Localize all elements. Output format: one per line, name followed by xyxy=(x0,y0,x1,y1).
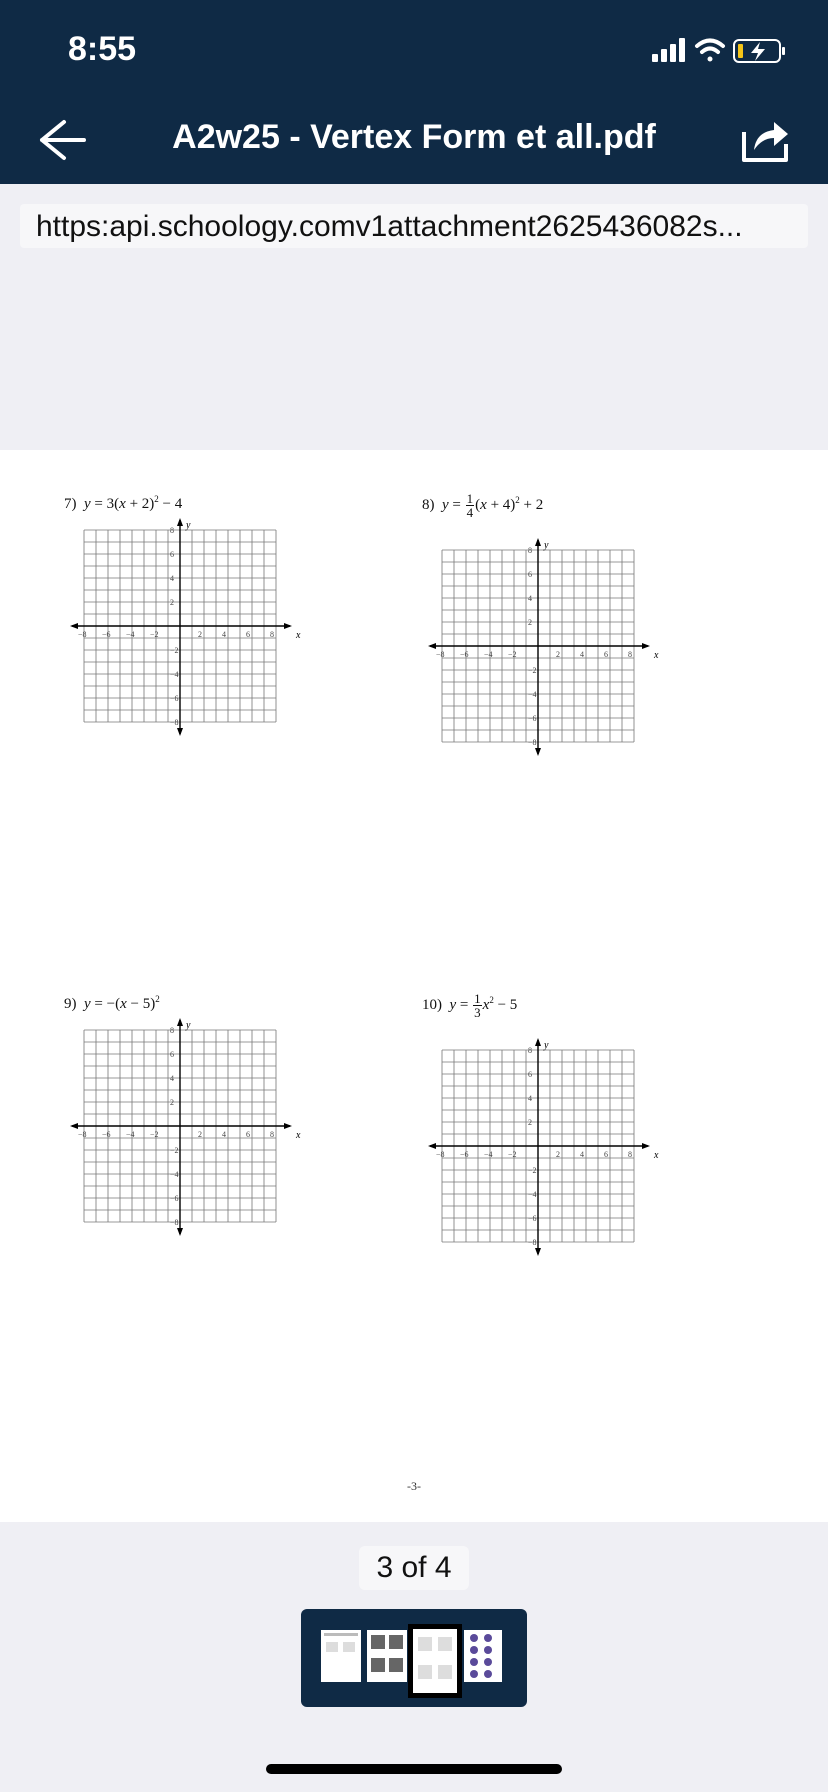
x-tick-label: −2 xyxy=(508,650,517,659)
y-tick-label: 6 xyxy=(170,1050,174,1059)
battery-charging-icon xyxy=(734,40,785,62)
problem-8-label: 8) y = $\frac{1}{4}$ $(x + 4)^2 + 2$ xyxy=(422,491,544,520)
problem-number: 7) xyxy=(64,496,77,512)
status-time: 8:55 xyxy=(68,30,137,68)
axis-label-x: x xyxy=(296,630,301,641)
x-tick-label: 8 xyxy=(628,1150,632,1159)
x-tick-label: 8 xyxy=(628,650,632,659)
y-tick-label: −8 xyxy=(528,1238,537,1247)
y-tick-label: 4 xyxy=(170,574,174,583)
y-tick-label: −6 xyxy=(528,714,537,723)
x-tick-label: −2 xyxy=(150,1130,159,1139)
page-thumbnail-4[interactable] xyxy=(464,1630,502,1682)
y-tick-label: 2 xyxy=(528,618,532,627)
status-bar xyxy=(0,0,828,96)
x-tick-label: 4 xyxy=(580,1150,584,1159)
problem-10-label: 10) y = $\frac{1}{3}$ $x^2 - 5$ xyxy=(422,991,518,1020)
y-tick-label: 8 xyxy=(528,1046,532,1055)
url-text: https:api.schoology.comv1attachment2625436082s... xyxy=(36,210,743,243)
page-indicator: 3 of 4 xyxy=(359,1546,469,1590)
x-tick-label: −8 xyxy=(436,650,445,659)
page-thumbnail-1[interactable] xyxy=(321,1630,361,1682)
coordinate-grid-7 xyxy=(66,518,306,738)
axis-label-x: x xyxy=(654,650,659,661)
y-tick-label: −4 xyxy=(528,1190,537,1199)
y-tick-label: −4 xyxy=(170,670,179,679)
x-tick-label: 6 xyxy=(246,630,250,639)
y-tick-label: −6 xyxy=(170,1194,179,1203)
home-indicator xyxy=(266,1764,562,1774)
share-button[interactable] xyxy=(738,114,792,166)
status-icons xyxy=(652,36,792,66)
page-thumbnail-3-current[interactable] xyxy=(408,1624,462,1698)
x-tick-label: −6 xyxy=(102,1130,111,1139)
axis-label-y: y xyxy=(544,540,549,551)
wifi-icon xyxy=(697,41,723,62)
x-tick-label: 4 xyxy=(580,650,584,659)
y-tick-label: 6 xyxy=(170,550,174,559)
y-tick-label: −6 xyxy=(528,1214,537,1223)
x-tick-label: −8 xyxy=(78,1130,87,1139)
problem-number: 8) xyxy=(422,496,435,513)
y-tick-label: −2 xyxy=(528,1166,537,1175)
x-tick-label: −4 xyxy=(484,1150,493,1159)
x-tick-label: −6 xyxy=(460,650,469,659)
axis-label-x: x xyxy=(296,1130,301,1141)
coordinate-grid-9 xyxy=(66,1018,306,1238)
y-tick-label: 2 xyxy=(170,598,174,607)
coordinate-grid-10 xyxy=(424,1038,664,1258)
url-bar[interactable] xyxy=(20,204,808,248)
y-tick-label: 6 xyxy=(528,570,532,579)
problem-number: 9) xyxy=(64,996,77,1012)
y-tick-label: 4 xyxy=(170,1074,174,1083)
x-tick-label: 2 xyxy=(556,1150,560,1159)
x-tick-label: 2 xyxy=(198,630,202,639)
y-tick-label: −4 xyxy=(170,1170,179,1179)
x-tick-label: 8 xyxy=(270,630,274,639)
axis-label-y: y xyxy=(186,520,191,531)
x-tick-label: 8 xyxy=(270,1130,274,1139)
x-tick-label: −6 xyxy=(102,630,111,639)
y-tick-label: 8 xyxy=(528,546,532,555)
y-tick-label: −8 xyxy=(528,738,537,747)
share-icon xyxy=(738,114,792,166)
page-thumbnail-2[interactable] xyxy=(367,1630,407,1682)
problem-number: 10) xyxy=(422,996,442,1013)
cellular-signal-icon xyxy=(652,38,685,62)
x-tick-label: 4 xyxy=(222,1130,226,1139)
y-tick-label: 6 xyxy=(528,1070,532,1079)
axis-label-y: y xyxy=(544,1040,549,1051)
axis-label-y: y xyxy=(186,1020,191,1031)
pdf-page[interactable] xyxy=(0,450,828,1522)
x-tick-label: −4 xyxy=(126,630,135,639)
x-tick-label: −6 xyxy=(460,1150,469,1159)
y-tick-label: −8 xyxy=(170,718,179,727)
x-tick-label: −8 xyxy=(436,1150,445,1159)
coordinate-grid-8 xyxy=(424,538,664,758)
navigation-bar xyxy=(0,96,828,184)
y-tick-label: 2 xyxy=(528,1118,532,1127)
thumbnail-strip xyxy=(301,1609,527,1707)
document-title: A2w25 - Vertex Form et all.pdf xyxy=(172,118,656,156)
y-tick-label: −2 xyxy=(170,646,179,655)
x-tick-label: −2 xyxy=(150,630,159,639)
x-tick-label: 6 xyxy=(604,650,608,659)
y-tick-label: −6 xyxy=(170,694,179,703)
y-tick-label: 8 xyxy=(170,1026,174,1035)
problem-9-label: 9) $y = -(x - 5)^2$ xyxy=(64,994,160,1012)
x-tick-label: −2 xyxy=(508,1150,517,1159)
x-tick-label: −4 xyxy=(484,650,493,659)
y-tick-label: 8 xyxy=(170,526,174,535)
y-tick-label: 2 xyxy=(170,1098,174,1107)
axis-label-x: x xyxy=(654,1150,659,1161)
x-tick-label: 6 xyxy=(246,1130,250,1139)
y-tick-label: −4 xyxy=(528,690,537,699)
y-tick-label: −2 xyxy=(170,1146,179,1155)
x-tick-label: 4 xyxy=(222,630,226,639)
x-tick-label: −4 xyxy=(126,1130,135,1139)
x-tick-label: 6 xyxy=(604,1150,608,1159)
page-footer-number: -3- xyxy=(407,1479,421,1493)
y-tick-label: 4 xyxy=(528,1094,532,1103)
problem-7-label: 7) $y = 3(x + 2)^2 - 4$ xyxy=(64,494,183,512)
x-tick-label: 2 xyxy=(556,650,560,659)
y-tick-label: −8 xyxy=(170,1218,179,1227)
y-tick-label: −2 xyxy=(528,666,537,675)
y-tick-label: 4 xyxy=(528,594,532,603)
x-tick-label: −8 xyxy=(78,630,87,639)
x-tick-label: 2 xyxy=(198,1130,202,1139)
